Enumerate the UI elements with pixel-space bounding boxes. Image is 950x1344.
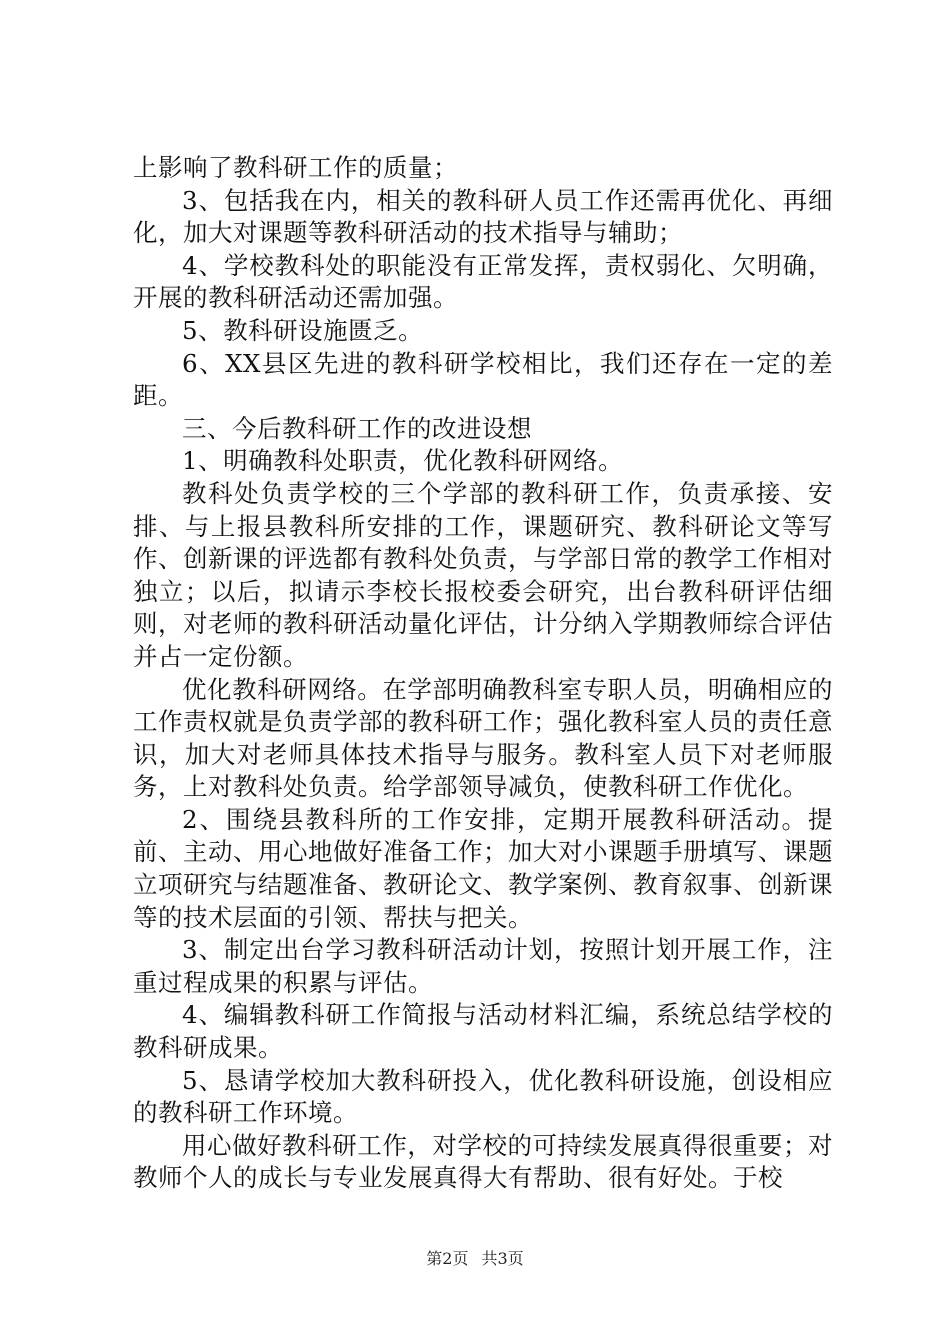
paragraph-13: 5、恳请学校加大教科研投入，优化教科研设施，创设相应的教科研工作环境。: [133, 1065, 833, 1128]
page-total: 共3页: [481, 1249, 524, 1268]
paragraph-3: 4、学校教科处的职能没有正常发挥，责权弱化、欠明确，开展的教科研活动还需加强。: [133, 250, 833, 313]
paragraph-2: 3、包括我在内，相关的教科研人员工作还需再优化、再细化，加大对课题等教科研活动的技术指导与辅助；: [133, 185, 833, 248]
page-footer: [0, 1246, 950, 1269]
paragraph-14: 用心做好教科研工作，对学校的可持续发展真得很重要；对教师个人的成长与专业发展真得大有帮助、很有好处。于校: [133, 1130, 833, 1193]
section-heading: 三、今后教科研工作的改进设想: [182, 413, 532, 443]
paragraph-11: 3、制定出台学习教科研活动计划，按照计划开展工作，注重过程成果的积累与评估。: [133, 935, 833, 997]
paragraph-4: 5、教科研设施匮乏。: [182, 315, 424, 345]
paragraph-9: 优化教科研网络。在学部明确教科室专职人员，明确相应的工作责权就是负责学部的教科研工作；强化教科室人员的责任意识，加大对老师具体技术指导与服务。教科室人员下对老师服务，上对教科处负责。给学部领导减负，使教科研工作优化。: [133, 674, 833, 802]
document-body: [133, 152, 833, 1195]
paragraph-10: 2、围绕县教科所的工作安排，定期开展教科研活动。提前、主动、用心地做好准备工作；加大对小课题手册填写、课题立项研究与结题准备、教研论文、教学案例、教育叙事、创新课等的技术层面的引领、帮扶与把关。: [133, 804, 833, 932]
paragraph-12: 4、编辑教科研工作简报与活动材料汇编，系统总结学校的教科研成果。: [133, 1000, 833, 1063]
paragraph-1: 上影响了教科研工作的质量；: [133, 153, 458, 182]
page-number: 第2页: [426, 1249, 469, 1268]
paragraph-7: 1、明确教科处职责，优化教科研网络。: [182, 446, 624, 476]
paragraph-5: 6、XX县区先进的教科研学校相比，我们还存在一定的差距。: [133, 348, 833, 411]
paragraph-8: 教科处负责学校的三个学部的教科研工作，负责承接、安排、与上报县教科所安排的工作，课题研究、教科研论文等写作、创新课的评选都有教科处负责，与学部日常的教学工作相对独立；以后，拟请示李校长报校委会研究，出台教科研评估细则，对老师的教科研活动量化评估，计分纳入学期教师综合评估并占一定份额。: [133, 478, 833, 671]
